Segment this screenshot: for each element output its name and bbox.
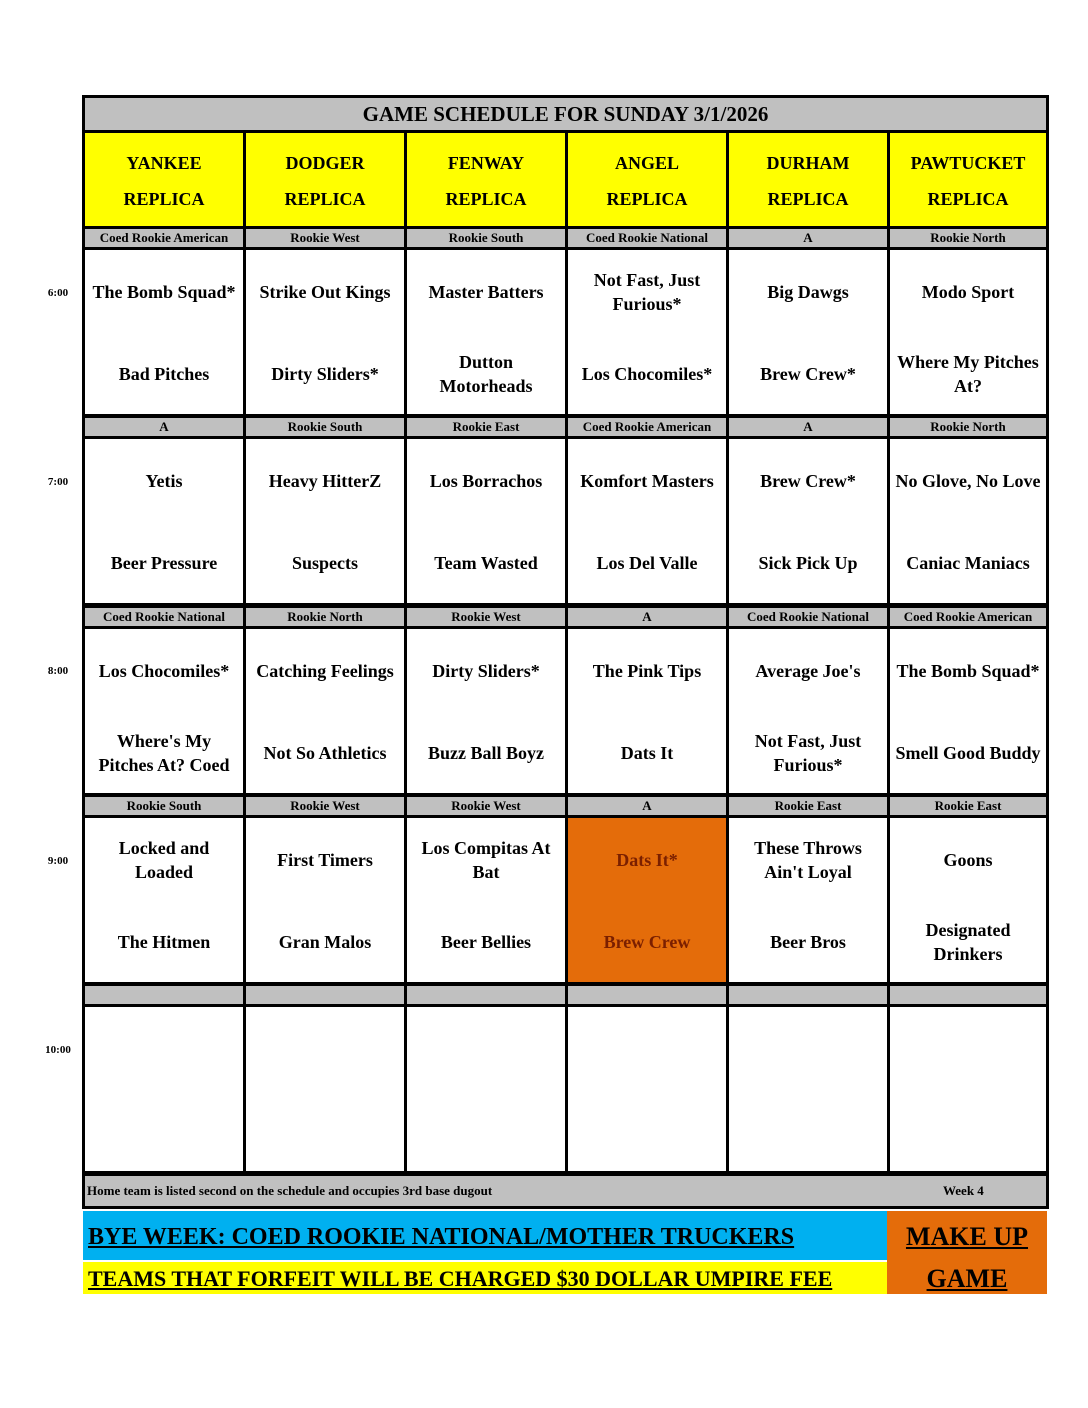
game-cell [729,250,887,414]
division-label: Rookie South [407,229,565,247]
makeup-line-1: MAKE UP [905,1222,1029,1251]
division-label: Rookie South [85,797,243,815]
field-header-pawtucket [890,133,1046,226]
home-team: Not So Athletics [263,743,387,763]
game-cell [246,250,404,414]
division-label: Rookie West [246,797,404,815]
field-header-durham [729,133,887,226]
game-cell [85,629,243,793]
empty-game-cell [407,1007,565,1171]
division-label: Rookie West [246,229,404,247]
field-name: PAWTUCKET [910,153,1026,173]
home-team-note: Home team is listed second on the schedule and occupies 3rd base dugout [87,1183,493,1198]
empty-game-cell [246,1007,404,1171]
home-team: Dats It [620,743,674,763]
division-label: Rookie East [890,797,1046,815]
forfeit-notice: TEAMS THAT FORFEIT WILL BE CHARGED $30 DOLLAR UMPIRE FEE [83,1262,887,1294]
time-label-6: 6:00 [47,287,69,299]
home-team: The Hitmen [117,932,211,952]
game-cell [85,818,243,982]
division-label [890,986,1046,1004]
field-header-angel [568,133,726,226]
field-type: REPLICA [445,189,527,209]
time-label-8: 8:00 [47,665,69,677]
game-cell [890,250,1046,414]
division-label: A [568,608,726,626]
away-team: Goons [943,850,993,870]
game-cell [407,250,565,414]
division-label: Rookie East [407,418,565,436]
home-team: Designated Drinkers [925,920,1011,964]
game-cell [246,818,404,982]
division-label: Rookie West [407,797,565,815]
division-label: Coed Rookie American [890,608,1046,626]
field-name: FENWAY [447,153,525,173]
game-cell [407,818,565,982]
field-type: REPLICA [284,189,366,209]
away-team: Average Joe's [755,661,861,681]
away-team: Locked and Loaded [118,838,210,882]
game-cell [729,629,887,793]
field-header-yankee [85,133,243,226]
home-team: Gran Malos [278,932,372,952]
away-team: The Bomb Squad* [92,282,236,302]
away-team: Strike Out Kings [259,282,391,302]
time-label-7: 7:00 [47,476,69,488]
away-team: Dirty Sliders* [432,661,540,681]
field-header-dodger [246,133,404,226]
game-cell [407,439,565,603]
away-team: The Bomb Squad* [896,661,1040,681]
game-cell [246,439,404,603]
game-cell [246,629,404,793]
schedule-title: GAME SCHEDULE FOR SUNDAY 3/1/2026 [85,98,1046,130]
home-team: Beer Bellies [440,932,532,952]
game-cell [729,439,887,603]
away-team: Not Fast, Just Furious* [593,270,701,314]
away-team: Komfort Masters [580,471,714,491]
division-label [85,986,243,1004]
away-team: Master Batters [428,282,544,302]
home-team: Los Del Valle [596,553,698,573]
game-cell [85,439,243,603]
game-cell [890,818,1046,982]
division-label: Rookie North [890,229,1046,247]
game-cell [729,818,887,982]
home-team: Not Fast, Just Furious* [754,731,862,775]
division-label: Rookie East [729,797,887,815]
home-team: Dirty Sliders* [271,364,379,384]
home-team: Dutton Motorheads [439,352,533,396]
division-label: A [568,797,726,815]
division-label: A [729,229,887,247]
away-team: Modo Sport [921,282,1015,302]
schedule-table [82,95,1049,1209]
home-team: Caniac Maniacs [906,553,1030,573]
bye-week-banner: BYE WEEK: COED ROOKIE NATIONAL/MOTHER TRUCKERS [83,1211,887,1260]
game-cell [568,250,726,414]
empty-game-cell [568,1007,726,1171]
home-team: Bad Pitches [118,364,210,384]
away-team: Los Chocomiles* [98,661,230,681]
home-team: Where's My Pitches At? Coed [98,731,230,775]
time-label-9: 9:00 [47,855,69,867]
home-team: Buzz Ball Boyz [428,743,544,763]
game-cell [568,818,726,982]
makeup-game-badge [887,1211,1047,1294]
division-label: Rookie North [246,608,404,626]
division-label [568,986,726,1004]
field-type: REPLICA [927,189,1009,209]
division-label: Rookie South [246,418,404,436]
makeup-line-2: GAME [926,1264,1008,1293]
field-name: ANGEL [614,153,679,173]
away-team: Dats It* [616,850,678,870]
week-label: Week 4 [943,1183,984,1198]
division-label: Coed Rookie American [568,418,726,436]
footer-bar [85,1176,1046,1206]
empty-game-cell [729,1007,887,1171]
away-team: These Throws Ain't Loyal [754,838,862,882]
empty-game-cell [85,1007,243,1171]
home-team: Beer Pressure [110,553,218,573]
game-cell [568,439,726,603]
home-team: Brew Crew* [760,364,856,384]
field-name: YANKEE [126,153,202,173]
home-team: Suspects [291,553,358,573]
division-label: Rookie West [407,608,565,626]
field-name: DURHAM [766,153,850,173]
field-type: REPLICA [123,189,205,209]
home-team: Where My Pitches At? [897,352,1039,396]
division-label: A [729,418,887,436]
game-cell [568,629,726,793]
away-team: Brew Crew* [760,471,856,491]
away-team: Big Dawgs [767,282,849,302]
time-label-10: 10:00 [45,1044,71,1056]
away-team: Los Compitas At Bat [421,838,551,882]
home-team: Los Chocomiles* [581,364,713,384]
empty-game-cell [890,1007,1046,1171]
field-name: DODGER [285,153,365,173]
home-team: Beer Bros [770,932,846,952]
game-cell [407,629,565,793]
field-header-fenway [407,133,565,226]
home-team: Smell Good Buddy [895,743,1041,763]
game-cell [890,439,1046,603]
division-label: Coed Rookie National [85,608,243,626]
away-team: First Timers [277,850,373,870]
field-type: REPLICA [767,189,849,209]
away-team: No Glove, No Love [895,471,1041,491]
game-cell [85,250,243,414]
away-team: Los Borrachos [429,471,543,491]
field-type: REPLICA [606,189,688,209]
division-label: Rookie North [890,418,1046,436]
home-team: Team Wasted [434,553,538,573]
away-team: Catching Feelings [256,661,394,681]
division-label: Coed Rookie National [729,608,887,626]
division-label: Coed Rookie National [568,229,726,247]
division-label [246,986,404,1004]
division-label: Coed Rookie American [85,229,243,247]
away-team: Heavy HitterZ [268,471,382,491]
away-team: The Pink Tips [592,661,702,681]
division-label: A [85,418,243,436]
home-team: Brew Crew [603,932,691,952]
division-label [729,986,887,1004]
game-cell [890,629,1046,793]
division-label [407,986,565,1004]
away-team: Yetis [145,471,183,491]
home-team: Sick Pick Up [758,553,858,573]
